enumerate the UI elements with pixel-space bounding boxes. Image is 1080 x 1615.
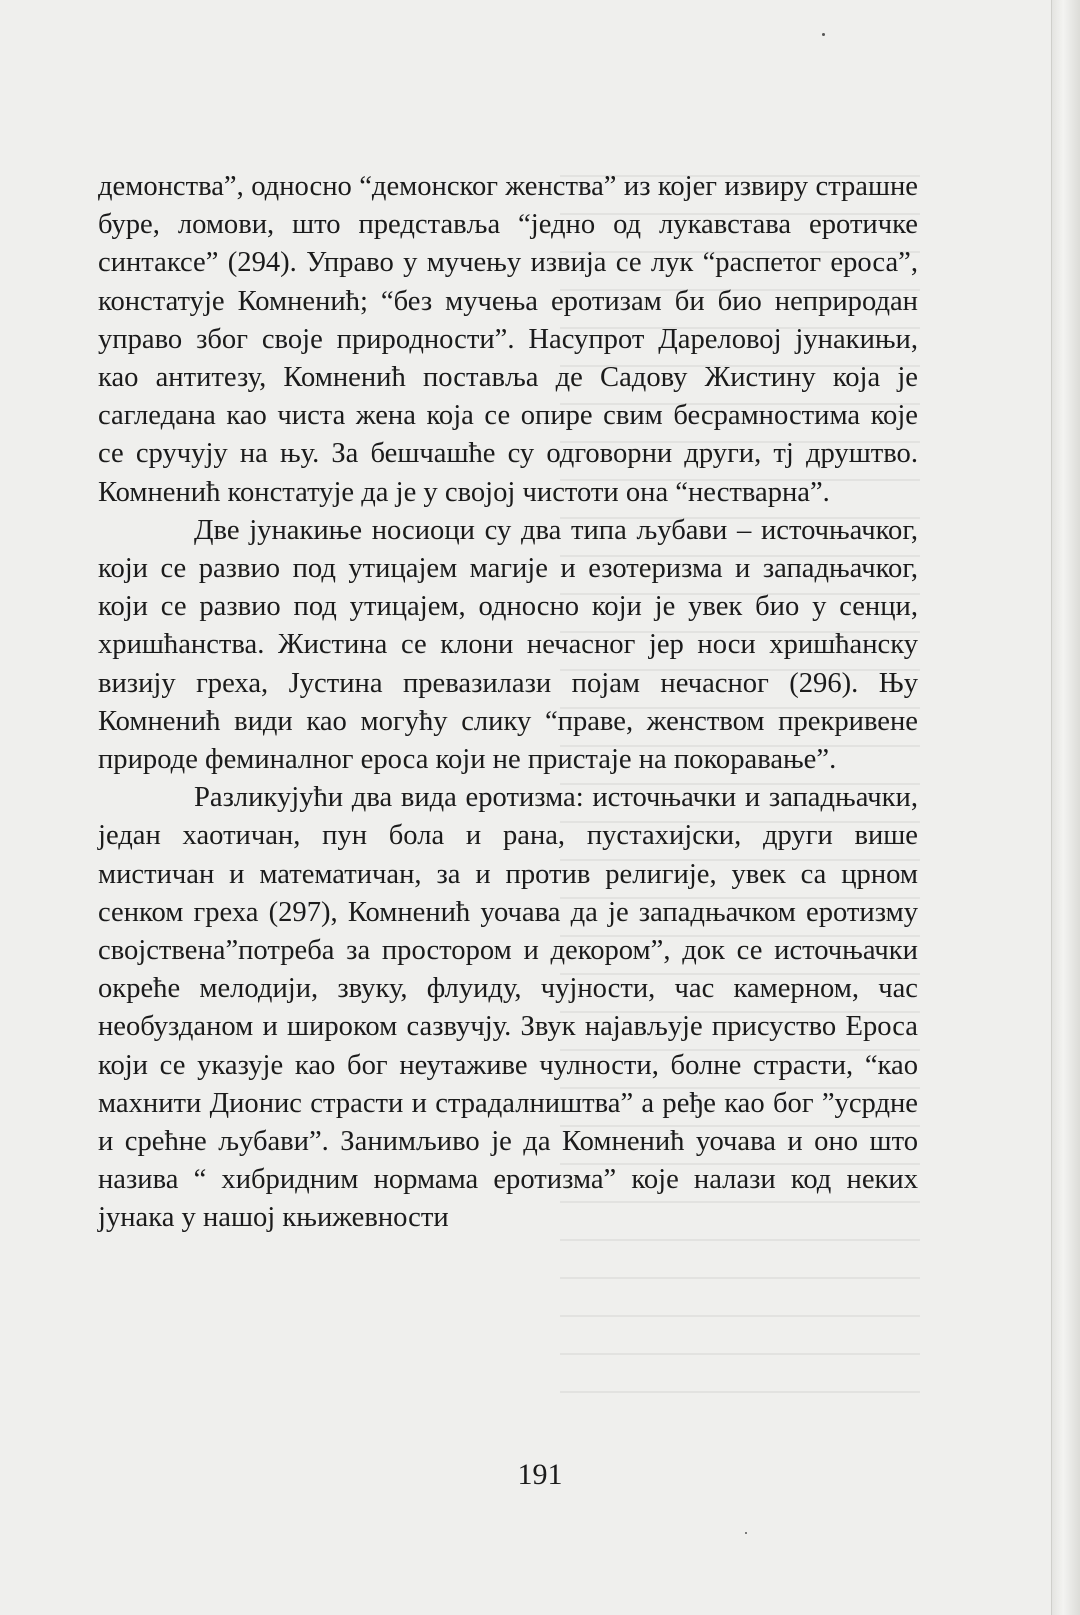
- paragraph-2: Две јунакиње носиоци су два типа љубави – источњачког, који се развио под утицајем магије и езотеризма и западњачког, који се развио под утицајем, односно који је увек био у сенци, хришћанства. Жистина се клони нечасног јер носи хришћанску визију греха, Јустина превазилази појам нечасног (296). Њу Комненић види као могућу слику “праве, женством прекривене природе феминалног ероса који не пристаје на покоравање”.: [98, 514, 918, 776]
- body-text: [98, 168, 918, 1238]
- paragraph-1: демонства”, односно “демонског женства” из којег извиру страшне буре, ломови, што представља “једно од лукавстава еротичке синтаксе” (294). Управо у мучењу извија се лук “распетог ероса”, констатује Комненић; “без мучења еротизам би био неприродан управо због своје природности”. Насупрот Дареловој јунакињи, као антитезу, Комненић поставља де Садову Жистину која је сагледана као чиста жена која се опире свим бесрамностима које се сручују на њу. За бешчашће су одговорни други, тј друштво. Комненић констатује да је у својој чистоти она “нестварна”.: [98, 171, 918, 508]
- scan-speck: [822, 33, 825, 36]
- page-number: 191: [517, 1458, 563, 1491]
- scan-speck: [745, 1532, 747, 1534]
- paragraph-3: Разликујући два вида еротизма: источњачки и западњачки, један хаотичан, пун бола и рана, пустахијски, други више мистичан и математичан, за и против религије, увек са црном сенком греха (297), Комненић уочава да је западњачком еротизму својствена”потреба за простором и декором”, док се источњачки окреће мелодији, звуку, флуиду, чујности, час камерном, час необузданом и широком сазвучју. Звук најављује присуство Ероса који се указује као бог неутаживе чулности, болне страсти, “као махнити Дионис страсти и страдалништва” а ређе као бог ”усрдне и срећне љубави”. Занимљиво је да Комненић уочава и оно што назива “ хибридним нормама еротизма” које налази код неких јунака у нашој књижевности: [98, 782, 918, 1234]
- page-edge: [1051, 0, 1080, 1615]
